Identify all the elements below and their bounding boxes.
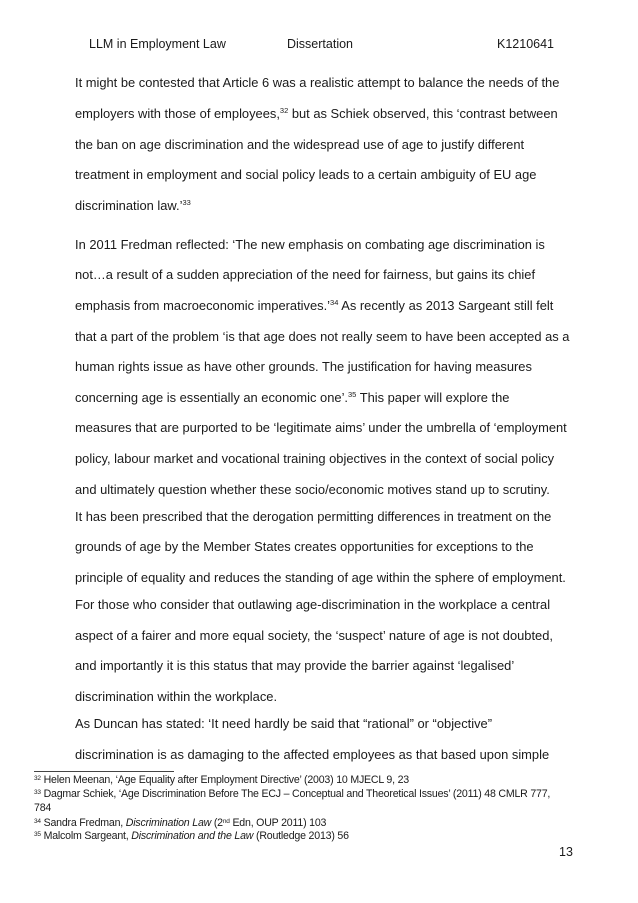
header-student-id: K1210641 xyxy=(497,37,555,51)
body-line: treatment in employment and social policy leads to a certain ambiguity of EU age xyxy=(75,167,537,182)
footnote-33-continued: 784 xyxy=(34,802,52,814)
page-number: 13 xyxy=(559,845,573,859)
body-line: discrimination within the workplace. xyxy=(75,689,278,704)
footnote-ref[interactable]: 34 xyxy=(330,298,339,307)
body-line: It might be contested that Article 6 was a realistic attempt to balance the needs of the xyxy=(75,75,560,90)
body-line: that a part of the problem ‘is that age does not really seem to have been accepted as a xyxy=(75,329,570,344)
footnote-35: $^{35}$ Malcolm Sargeant, Discrimination and the Law (Routledge 2013) 56 xyxy=(34,830,349,842)
body-line: discrimination is as damaging to the affected employees as that based upon simple xyxy=(75,747,550,762)
body-line: the ban on age discrimination and the widespread use of age to justify different xyxy=(75,137,525,152)
body-line: In 2011 Fredman reflected: ‘The new emphasis on combating age discrimination is xyxy=(75,237,545,252)
body-line: measures that are purported to be ‘legitimate aims’ under the umbrella of ‘employment xyxy=(75,420,567,435)
body-line: As Duncan has stated: ‘It need hardly be said that “rational” or “objective” xyxy=(75,716,493,731)
footnote-ref[interactable]: 33 xyxy=(182,198,191,207)
footnote-ref[interactable]: 32 xyxy=(279,106,289,115)
body-line: aspect of a fairer and more equal society, the ‘suspect’ nature of age is not doubted, xyxy=(75,628,553,643)
body-line: emphasis from macroeconomic imperatives.’$^{34}$ As recently as 2013 Sargeant still felt xyxy=(75,298,554,313)
footnote-34: $^{34}$ Sandra Fredman, Discrimination Law (2nd Edn, OUP 2011) 103 xyxy=(34,817,327,829)
body-line: not…a result of a sudden appreciation of the need for fairness, but gains its chief xyxy=(75,267,536,282)
footnote-33: $^{33}$ Dagmar Schiek, ‘Age Discrimination Before The ECJ – Conceptual and Theoretical Issues’ (2011) 48 CMLR 777, xyxy=(34,788,551,800)
body-line: human rights issue as have other grounds. The justification for having measures xyxy=(75,359,532,374)
footnote-separator xyxy=(34,771,174,772)
body-line: policy, labour market and vocational training objectives in the context of social policy xyxy=(75,451,555,466)
header-course: LLM in Employment Law xyxy=(89,37,226,51)
running-header xyxy=(0,37,638,53)
body-line: principle of equality and reduces the standing of age within the sphere of employment. xyxy=(75,570,566,585)
body-line: It has been prescribed that the derogation permitting differences in treatment on the xyxy=(75,509,552,524)
body-line: and importantly it is this status that may provide the barrier against ‘legalised’ xyxy=(75,658,515,673)
header-doc-type: Dissertation xyxy=(287,37,353,51)
body-line: discrimination law.’$^{33}$ xyxy=(75,198,191,213)
body-line: concerning age is essentially an economic one’.$^{35}$ This paper will explore the xyxy=(75,390,510,405)
body-line: For those who consider that outlawing age-discrimination in the workplace a central xyxy=(75,597,551,612)
footnote-ref[interactable]: 35 xyxy=(348,390,357,399)
body-line: employers with those of employees,$^{32}$ but as Schiek observed, this ‘contrast between xyxy=(75,106,558,121)
body-line: and ultimately question whether these socio/economic motives stand up to scrutiny. xyxy=(75,482,550,497)
body-line: grounds of age by the Member States creates opportunities for exceptions to the xyxy=(75,539,534,554)
footnote-32: $^{32}$ Helen Meenan, ‘Age Equality after Employment Directive’ (2003) 10 MJECL 9, 23 xyxy=(34,774,409,786)
